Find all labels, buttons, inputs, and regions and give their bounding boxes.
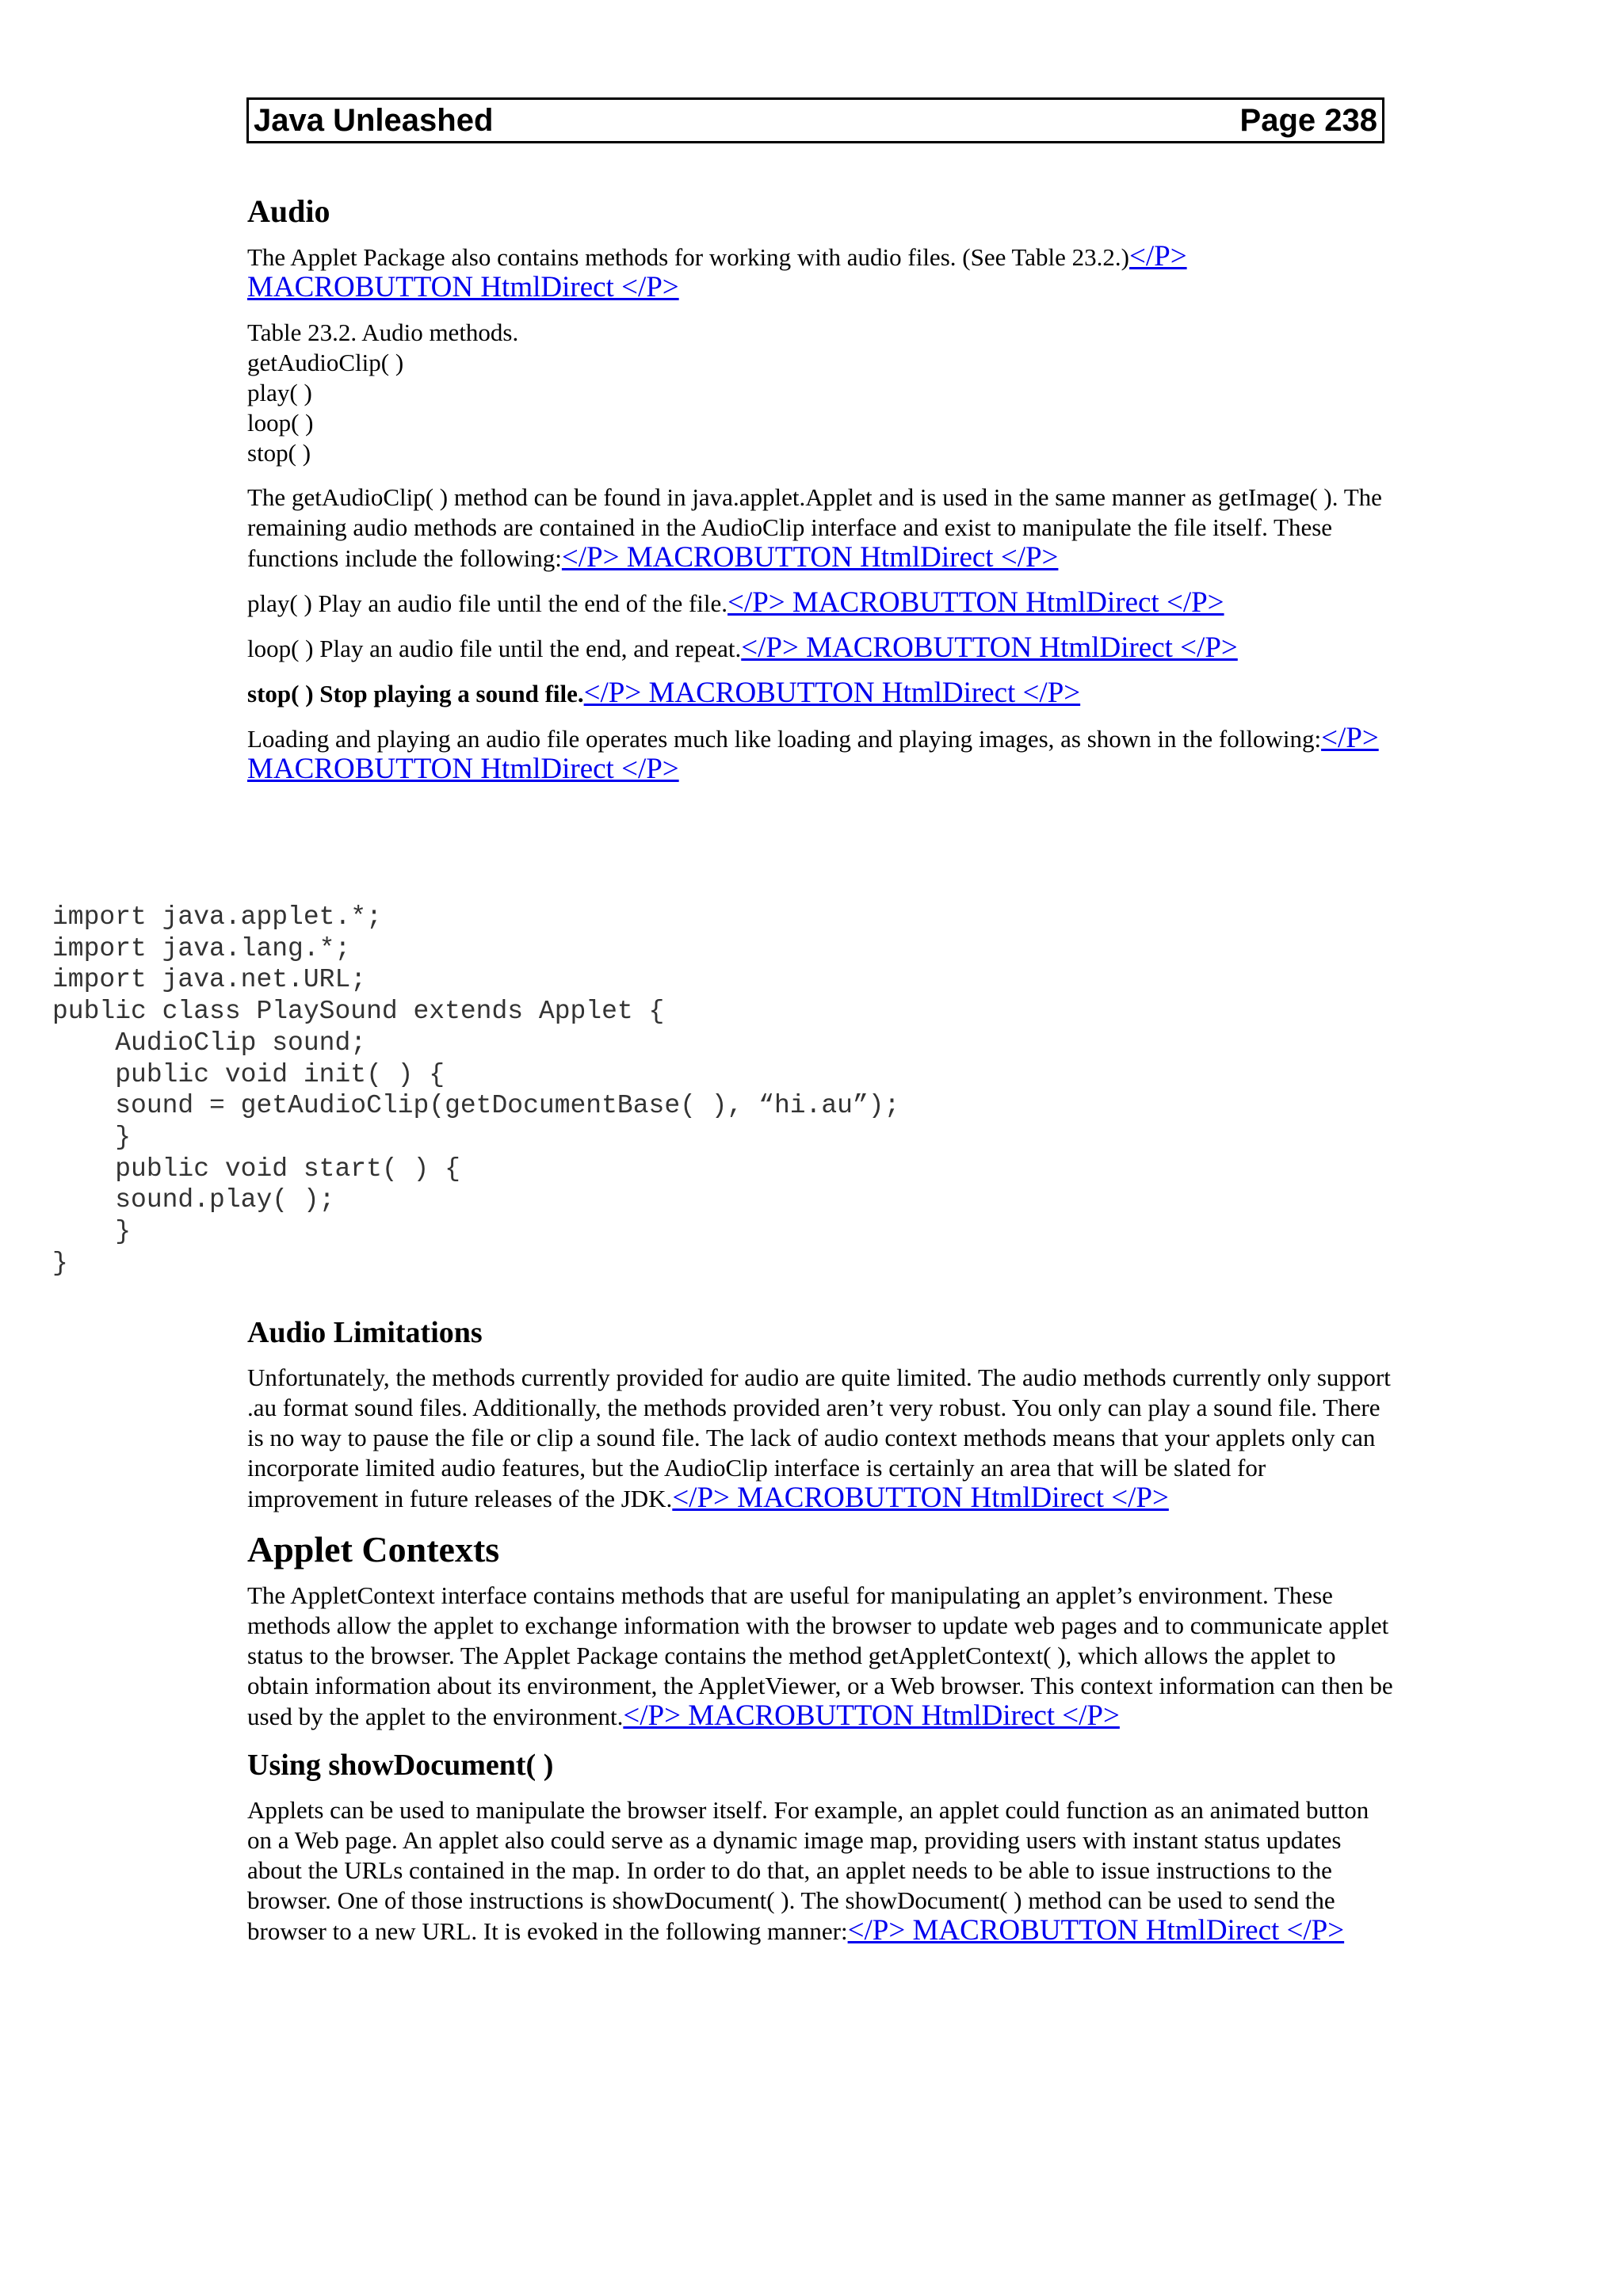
paragraph-loop <box>247 633 1396 664</box>
play-desc-text: play( ) Play an audio file until the end of the file. <box>247 589 728 617</box>
paragraph-loading <box>247 723 1396 785</box>
heading-using-showdocument: Using showDocument( ) <box>247 1749 554 1782</box>
code-line: AudioClip sound; <box>52 1028 367 1058</box>
limitations-text: Unfortunately, the methods currently provided for audio are quite limited. The audio methods currently only support .au format sound files. Additionally, the methods provided aren’t very robust. You only can play a sound file. There is no way to pause the file or clip a sound file. The lack of audio context methods means that your applets only can incorporate limited audio features, but the AudioClip interface is certainly an area that will be slated for improvement in future releases of the JDK. <box>247 1363 1391 1512</box>
table-item: loop( ) <box>247 409 314 437</box>
contexts-text: The AppletContext interface contains methods that are useful for manipulating an applet’s environment. These methods allow the applet to exchange information with the browser to update web pages and to communicate applet status to the browser. The Applet Package contains the method getAppletContext( ), which allows the applet to obtain information about its environment, the AppletViewer, or a Web browser. This context information can then be used by the applet to the environment. <box>247 1581 1393 1730</box>
code-line: import java.lang.*; <box>52 933 351 963</box>
paragraph-play <box>247 588 1396 619</box>
heading-audio: Audio <box>247 193 330 229</box>
loading-text: Loading and playing an audio file operates much like loading and playing images, as shown in the following: <box>247 725 1322 753</box>
macrobutton-link[interactable]: </P> MACROBUTTON HtmlDirect </P> <box>561 541 1059 574</box>
macrobutton-link[interactable]: </P> MACROBUTTON HtmlDirect </P> <box>247 240 1187 303</box>
code-line: sound = getAudioClip(getDocumentBase( ), “hi.au”); <box>52 1091 900 1121</box>
page-number: Page 238 <box>1239 102 1377 138</box>
macrobutton-link[interactable]: </P> MACROBUTTON HtmlDirect </P> <box>672 1482 1169 1514</box>
code-line: } <box>52 1248 68 1278</box>
code-listing <box>52 902 1162 1279</box>
macrobutton-link[interactable]: </P> MACROBUTTON HtmlDirect </P> <box>247 722 1379 785</box>
heading-applet-contexts: Applet Contexts <box>247 1529 500 1569</box>
macrobutton-link[interactable]: </P> MACROBUTTON HtmlDirect </P> <box>623 1699 1120 1732</box>
heading-audio-limitations: Audio Limitations <box>247 1316 483 1349</box>
paragraph-audio-intro <box>247 242 1396 303</box>
code-line: } <box>52 1217 132 1247</box>
paragraph-contexts <box>247 1581 1396 1732</box>
paragraph-audio-desc <box>247 482 1396 574</box>
macrobutton-link[interactable]: </P> MACROBUTTON HtmlDirect </P> <box>727 586 1224 619</box>
table-caption: Table 23.2. Audio methods. <box>247 318 519 346</box>
book-title: Java Unleashed <box>254 102 494 138</box>
code-line: sound.play( ); <box>52 1185 335 1215</box>
table-item: stop( ) <box>247 439 311 467</box>
macrobutton-link[interactable]: </P> MACROBUTTON HtmlDirect </P> <box>583 677 1081 709</box>
stop-desc-text: stop( ) Stop playing a sound file. <box>247 680 584 707</box>
code-line: import java.net.URL; <box>52 965 367 995</box>
table-item: play( ) <box>247 379 312 406</box>
code-line: public void start( ) { <box>52 1154 460 1184</box>
code-line: public void init( ) { <box>52 1059 445 1089</box>
paragraph-limitations <box>247 1363 1396 1514</box>
paragraph-stop <box>247 678 1396 709</box>
loop-desc-text: loop( ) Play an audio file until the end, and repeat. <box>247 635 742 662</box>
paragraph-showdocument <box>247 1795 1396 1947</box>
content-top <box>247 193 1396 799</box>
macrobutton-link[interactable]: </P> MACROBUTTON HtmlDirect </P> <box>847 1914 1345 1947</box>
code-line: } <box>52 1122 132 1152</box>
page-header <box>246 97 1384 143</box>
audio-intro-text: The Applet Package also contains methods for working with audio files. (See Table 23.2.) <box>247 243 1130 271</box>
audio-desc-text: The getAudioClip( ) method can be found in java.applet.Applet and is used in the same manner as getImage( ). The remaining audio methods are contained in the AudioClip interface and exist to manipulate the file itself. These functions include the following: <box>247 483 1382 572</box>
table-item: getAudioClip( ) <box>247 349 404 376</box>
code-line: import java.applet.*; <box>52 902 382 932</box>
content-bottom <box>247 1314 1396 1961</box>
showdoc-text: Applets can be used to manipulate the browser itself. For example, an applet could function as an animated button on a Web page. An applet also could serve as a dynamic image map, providing users with instant status updates about the URLs contained in the map. In order to do that, an applet needs to be able to issue instructions to the browser. One of those instructions is showDocument( ). The showDocument( ) method can be used to send the browser to a new URL. It is evoked in the following manner: <box>247 1796 1369 1945</box>
audio-methods-table <box>247 318 1396 468</box>
code-line: public class PlaySound extends Applet { <box>52 997 665 1027</box>
macrobutton-link[interactable]: </P> MACROBUTTON HtmlDirect </P> <box>741 631 1238 664</box>
